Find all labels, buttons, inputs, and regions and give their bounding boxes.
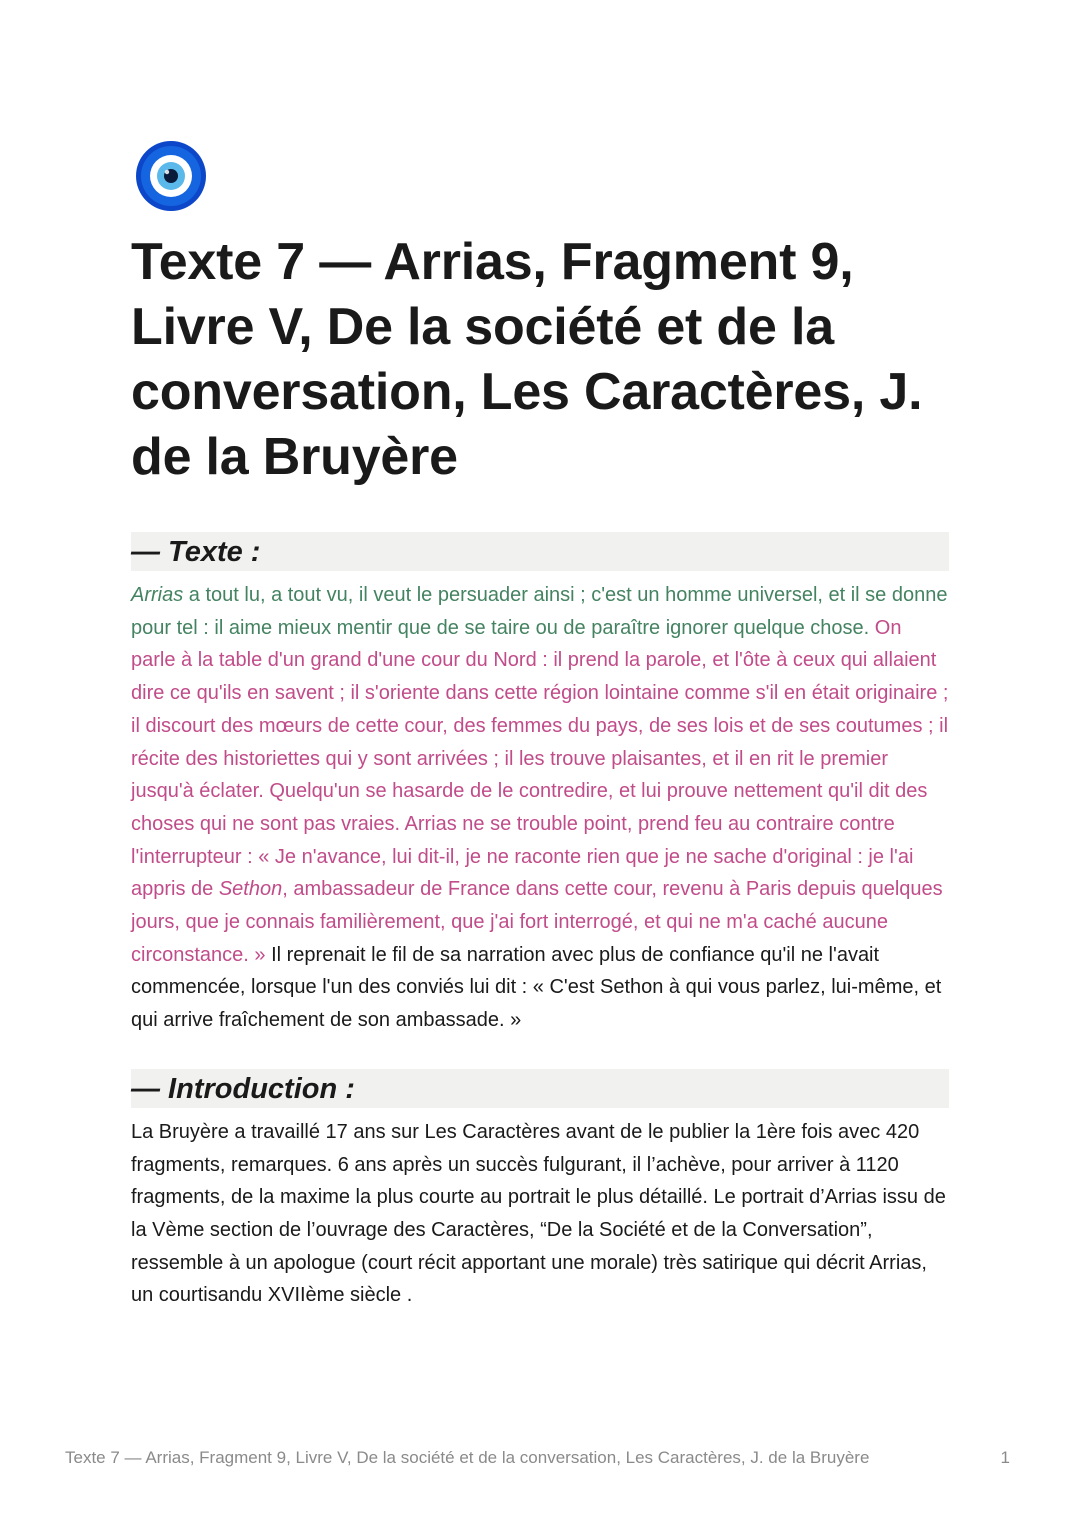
texte-segment-recit-suite: , ambassadeur de France dans cette cour, revenu à Paris depuis quelques jours, que je connais familièrement, que j'ai fort interrogé, et qui ne m'a caché aucune circonstance. » [131,878,943,966]
section-heading-introduction: — Introduction : [131,1069,949,1108]
texte-segment-recit: On parle à la table d'un grand d'une cour du Nord : il prend la parole, et l'ôte à ceux qui allaient dire ce qu'ils en savent ; il s'oriente dans cette région lointaine comme s'il en était originaire ; il discourt des mœurs de cette cour, des femmes du pays, de ses lois et de ses coutumes ; il récite des historiettes qui y sont arrivées ; il les trouve plaisantes, et il en rit le premier jusqu'à éclater. Quelqu'un se hasarde de le contredire, et lui prouve nettement qu'il dit des choses qui ne sont pas vraies. Arrias ne se trouble point, prend feu au contraire contre l'interrupteur : « Je n'avance, lui dit-il, je ne raconte rien que je ne sache d'original : je l'ai appris de [131,616,949,901]
page-title: Texte 7 — Arrias, Fragment 9, Livre V, De la société et de la conversation, Les Caractères, J. de la Bruyère [131,233,923,486]
nazar-amulet-icon [135,140,207,212]
texte-paragraph [131,579,949,1037]
page-number: 1 [1000,1448,1010,1467]
section-heading-texte: — Texte : [131,532,949,571]
introduction-paragraph: La Bruyère a travaillé 17 ans sur Les Caractères avant de le publier la 1ère fois avec 420 fragments, remarques. 6 ans après un succès fulgurant, il l’achève, pour arriver à 1120 fragments, de la maxime la plus courte au portrait le plus détaillé. Le portrait d’Arrias issu de la Vème section de l’ouvrage des Caractères, “De la Société et de la Conversation”, ressemble à un apologue (court récit apportant une morale) très satirique qui décrit Arrias, un courtisandu XVIIème siècle . [131,1120,946,1307]
texte-segment-portrait: a tout lu, a tout vu, il veut le persuader ainsi ; c'est un homme universel, et il se donne pour tel : il aime mieux mentir que de se taire ou de paraître ignorer quelque chose. [131,584,948,639]
texte-segment-chute: Il reprenait le fil de sa narration avec plus de confiance qu'il ne l'avait commencée, lorsque l'un des conviés lui dit : « C'est Sethon à qui vous parlez, lui-même, et qui arrive fraîchement de son ambassade. » [131,943,942,1032]
footer-title: Texte 7 — Arrias, Fragment 9, Livre V, De la société et de la conversation, Les Caractères, J. de la Bruyère [65,1448,870,1467]
texte-segment-arrias: Arrias [131,584,184,606]
document-page [131,140,949,1312]
texte-segment-sethon: Sethon [218,878,283,901]
